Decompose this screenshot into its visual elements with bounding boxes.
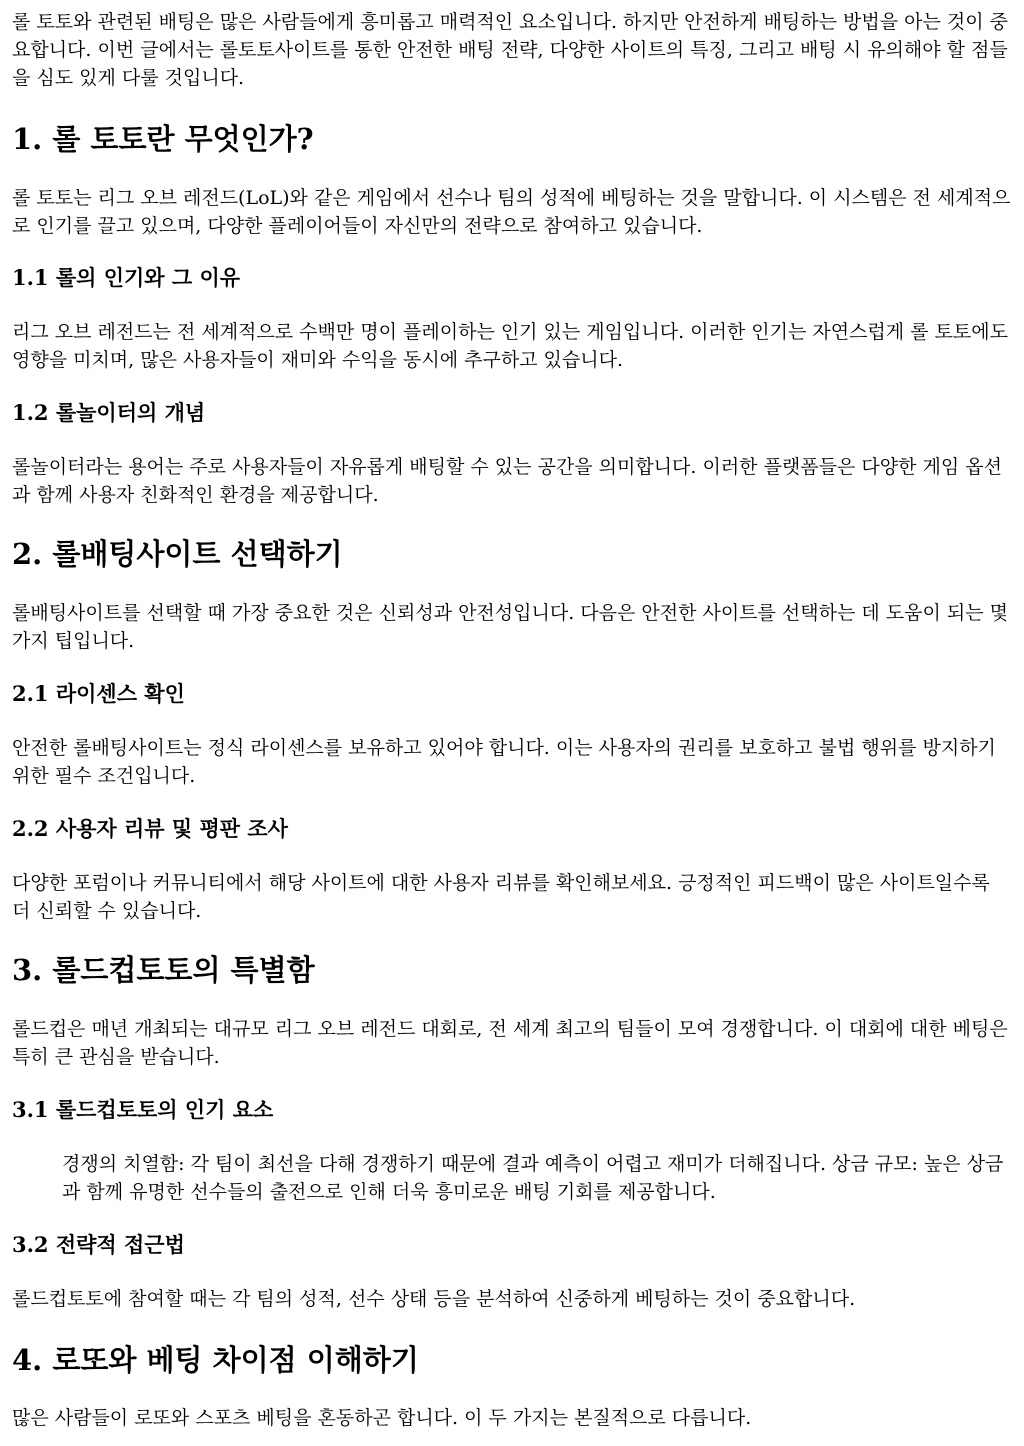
section-body-2: 롤배팅사이트를 선택할 때 가장 중요한 것은 신뢰성과 안전성입니다. 다음은 안전한 사이트를 선택하는 데 도움이 되는 몇 가지 팁입니다. [12, 602, 1008, 652]
subsection-body-1-1: 리그 오브 레전드는 전 세계적으로 수백만 명이 플레이하는 인기 있는 게임입니다. 이러한 인기는 자연스럽게 롤 토토에도 영향을 미치며, 많은 사용자들이 재미와 수익을 동시에 추구하고 있습니다. [12, 321, 1008, 371]
section-body-1: 롤 토토는 리그 오브 레전드(LoL)와 같은 게임에서 선수나 팀의 성적에 베팅하는 것을 말합니다. 이 시스템은 전 세계적으로 인기를 끌고 있으며, 다양한 플레이어들이 자신만의 전략으로 참여하고 있습니다. [12, 187, 1011, 237]
subsection-heading-1-2: 1.2 롤놀이터의 개념 [12, 400, 206, 425]
subsection-heading-1-1: 1.1 롤의 인기와 그 이유 [12, 265, 241, 290]
subsection-body-3-2: 롤드컵토토에 참여할 때는 각 팀의 성적, 선수 상태 등을 분석하여 신중하게 베팅하는 것이 중요합니다. [12, 1288, 856, 1310]
subsection-body-1-2: 롤놀이터라는 용어는 주로 사용자들이 자유롭게 배팅할 수 있는 공간을 의미합니다. 이러한 플랫폼들은 다양한 게임 옵션과 함께 사용자 친화적인 환경을 제공합니다. [12, 456, 1002, 506]
subsection-heading-3-2: 3.2 전략적 접근법 [12, 1232, 185, 1257]
section-body-3: 롤드컵은 매년 개최되는 대규모 리그 오브 레전드 대회로, 전 세계 최고의 팀들이 모여 경쟁합니다. 이 대회에 대한 베팅은 특히 큰 관심을 받습니다. [12, 1018, 1008, 1068]
subsection-body-2-1: 안전한 롤배팅사이트는 정식 라이센스를 보유하고 있어야 합니다. 이는 사용자의 권리를 보호하고 불법 행위를 방지하기 위한 필수 조건입니다. [12, 737, 996, 787]
subsection-body-2-2: 다양한 포럼이나 커뮤니티에서 해당 사이트에 대한 사용자 리뷰를 확인해보세요. 긍정적인 피드백이 많은 사이트일수록 더 신뢰할 수 있습니다. [12, 872, 990, 922]
subsection-heading-2-2: 2.2 사용자 리뷰 및 평판 조사 [12, 816, 288, 841]
intro-paragraph: 롤 토토와 관련된 배팅은 많은 사람들에게 흥미롭고 매력적인 요소입니다. 하지만 안전하게 배팅하는 방법을 아는 것이 중요합니다. 이번 글에서는 롤토토사이트를 통한 안전한 배팅 전략, 다양한 사이트의 특징, 그리고 배팅 시 유의해야 할 점들을 심도 있게 다룰 것입니다. [12, 11, 1008, 89]
section-body-4: 많은 사람들이 로또와 스포츠 베팅을 혼동하곤 합니다. 이 두 가지는 본질적으로 다릅니다. [12, 1407, 752, 1429]
subsection-heading-2-1: 2.1 라이센스 확인 [12, 681, 185, 706]
section-heading-2: 2. 롤배팅사이트 선택하기 [12, 537, 343, 571]
subsection-quote-3-1: 경쟁의 치열함: 각 팀이 최선을 다해 경쟁하기 때문에 결과 예측이 어렵고 재미가 더해집니다. 상금 규모: 높은 상금과 함께 유명한 선수들의 출전으로 인해 더욱 흥미로운 배팅 기회를 제공합니다. [62, 1153, 1004, 1203]
section-heading-3: 3. 롤드컵토토의 특별함 [12, 953, 315, 987]
section-heading-4: 4. 로또와 베팅 차이점 이해하기 [12, 1343, 419, 1377]
section-heading-1: 1. 롤 토토란 무엇인가? [12, 122, 314, 156]
subsection-heading-3-1: 3.1 롤드컵토토의 인기 요소 [12, 1097, 274, 1122]
